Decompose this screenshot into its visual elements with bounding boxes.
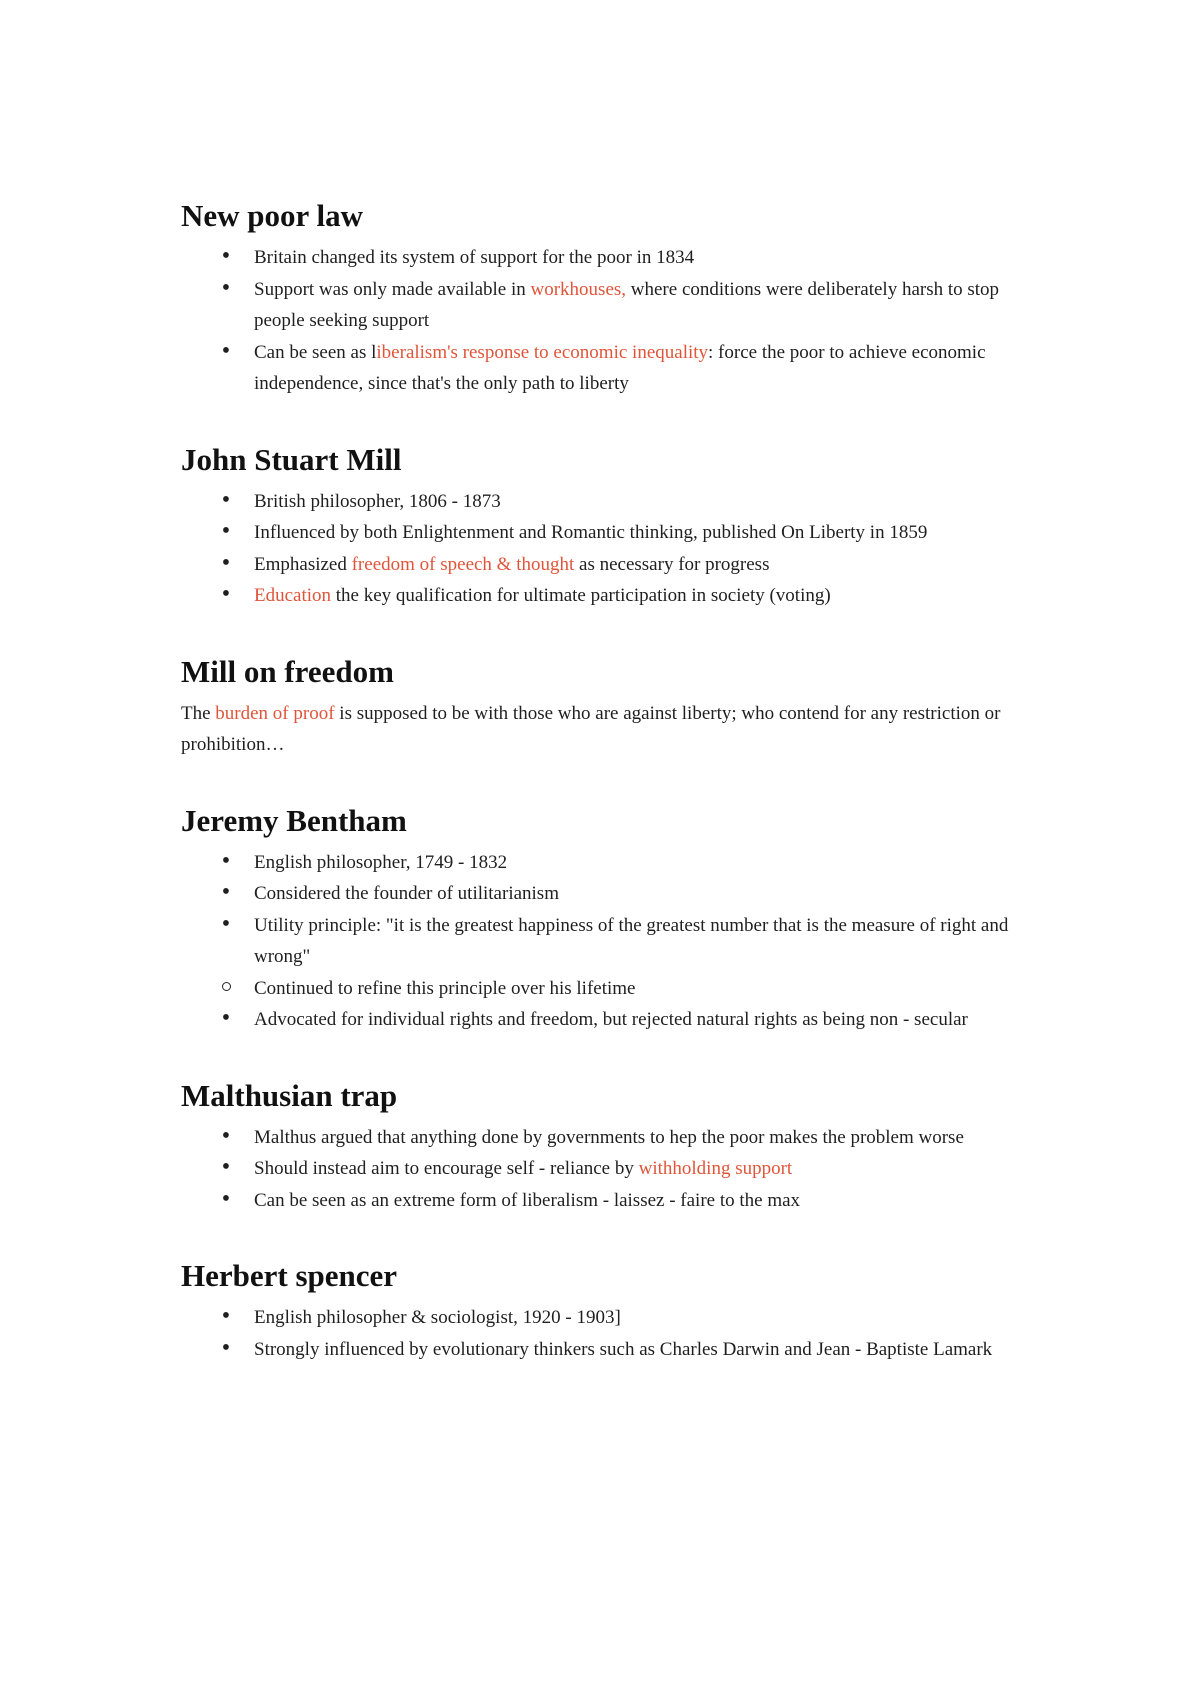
text-run: the key qualification for ultimate participation in society (voting)	[331, 585, 831, 606]
text-run: Continued to refine this principle over his lifetime	[254, 977, 636, 999]
list-item	[181, 486, 1041, 518]
text-run: Influenced by both Enlightenment and Romantic thinking, published On Liberty in 1859	[254, 522, 928, 543]
text-run: Can be seen as l	[254, 341, 377, 363]
section-john-stuart-mill	[181, 440, 1041, 612]
bullet-icon	[216, 1004, 236, 1034]
bullet-icon	[216, 1334, 236, 1364]
document-page	[181, 196, 1041, 1405]
bullet-icon	[216, 1153, 236, 1183]
highlighted-text: freedom of speech & thought	[351, 553, 575, 575]
highlighted-text: Education	[254, 585, 332, 606]
bullet-icon	[216, 337, 236, 367]
text-run: Utility principle: "it is the greatest happiness of the greatest number that is the measure of right and wrong"	[254, 914, 1009, 967]
list-item	[181, 1302, 1041, 1334]
bullet-icon	[216, 1185, 236, 1215]
list-item	[181, 549, 1041, 581]
text-run: as necessary for progress	[574, 553, 770, 575]
section-jeremy-bentham	[181, 801, 1041, 1036]
section-heading: John Stuart Mill	[181, 441, 402, 477]
text-run: Advocated for individual rights and freedom, but rejected natural rights as being non - secular	[254, 1009, 968, 1030]
bullet-icon	[216, 878, 236, 908]
section-heading: Herbert spencer	[181, 1258, 398, 1293]
bullet-icon	[216, 1122, 236, 1152]
text-run: Can be seen as an extreme form of liberalism - laissez - faire to the max	[254, 1189, 801, 1211]
section-heading: Mill on freedom	[181, 653, 394, 689]
bullet-icon	[216, 847, 236, 877]
section-herbert-spencer	[181, 1256, 1041, 1365]
list-item	[181, 1334, 1041, 1366]
bullet-icon	[216, 580, 236, 610]
section-heading: Jeremy Bentham	[181, 802, 407, 838]
bullet-icon	[216, 549, 236, 579]
bullet-list	[181, 1122, 1041, 1217]
list-item	[181, 878, 1041, 910]
bullet-icon	[216, 517, 236, 547]
bullet-icon	[216, 242, 236, 272]
text-run: Emphasized	[254, 553, 352, 575]
text-run: Should instead aim to encourage self - reliance by	[254, 1158, 639, 1179]
list-item	[181, 274, 1041, 337]
bullet-icon	[216, 274, 236, 304]
text-run: The	[181, 702, 216, 724]
bullet-icon	[216, 1302, 236, 1332]
section-heading: Malthusian trap	[181, 1077, 398, 1113]
bullet-icon	[216, 486, 236, 516]
highlighted-text: burden of proof	[215, 702, 335, 724]
text-run: English philosopher, 1749 - 1832	[254, 851, 508, 873]
section-new-poor-law	[181, 196, 1041, 400]
section-mill-on-freedom	[181, 652, 1041, 761]
highlighted-text: iberalism's response to economic inequality	[376, 341, 709, 363]
quote-paragraph	[181, 698, 1041, 761]
list-item	[181, 1122, 1041, 1154]
bullet-list	[181, 486, 1041, 612]
list-item	[181, 1185, 1041, 1217]
text-run: Support was only made available in	[254, 278, 531, 300]
hollow-bullet-icon	[216, 973, 236, 1001]
section-malthusian-trap	[181, 1076, 1041, 1217]
text-run: where conditions were deliberately harsh to stop people seeking support	[254, 278, 1000, 331]
list-item	[181, 973, 1041, 1005]
list-item	[181, 1004, 1041, 1036]
bullet-list	[181, 242, 1041, 400]
list-item	[181, 517, 1041, 549]
bullet-icon	[216, 910, 236, 940]
highlighted-text: withholding support	[638, 1158, 793, 1179]
text-run: Considered the founder of utilitarianism	[254, 883, 559, 904]
text-run: Britain changed its system of support for the poor in 1834	[254, 247, 695, 268]
text-run: Strongly influenced by evolutionary thinkers such as Charles Darwin and Jean - Baptiste Lamark	[254, 1338, 993, 1360]
section-heading: New poor law	[181, 198, 363, 233]
text-run: is supposed to be with those who are against liberty; who contend for any restriction or prohibition…	[181, 702, 1001, 755]
text-run: English philosopher & sociologist, 1920 - 1903]	[254, 1307, 621, 1328]
list-item	[181, 1153, 1041, 1185]
list-item	[181, 580, 1041, 612]
bullet-list	[181, 1302, 1041, 1365]
list-item	[181, 847, 1041, 879]
highlighted-text: workhouses,	[530, 278, 627, 300]
list-item	[181, 910, 1041, 973]
text-run: : force the poor to achieve economic independence, since that's the only path to liberty	[254, 341, 986, 394]
list-item	[181, 242, 1041, 274]
text-run: British philosopher, 1806 - 1873	[254, 490, 501, 512]
list-item	[181, 337, 1041, 400]
text-run: Malthus argued that anything done by governments to hep the poor makes the problem worse	[254, 1126, 964, 1148]
bullet-list	[181, 847, 1041, 1036]
